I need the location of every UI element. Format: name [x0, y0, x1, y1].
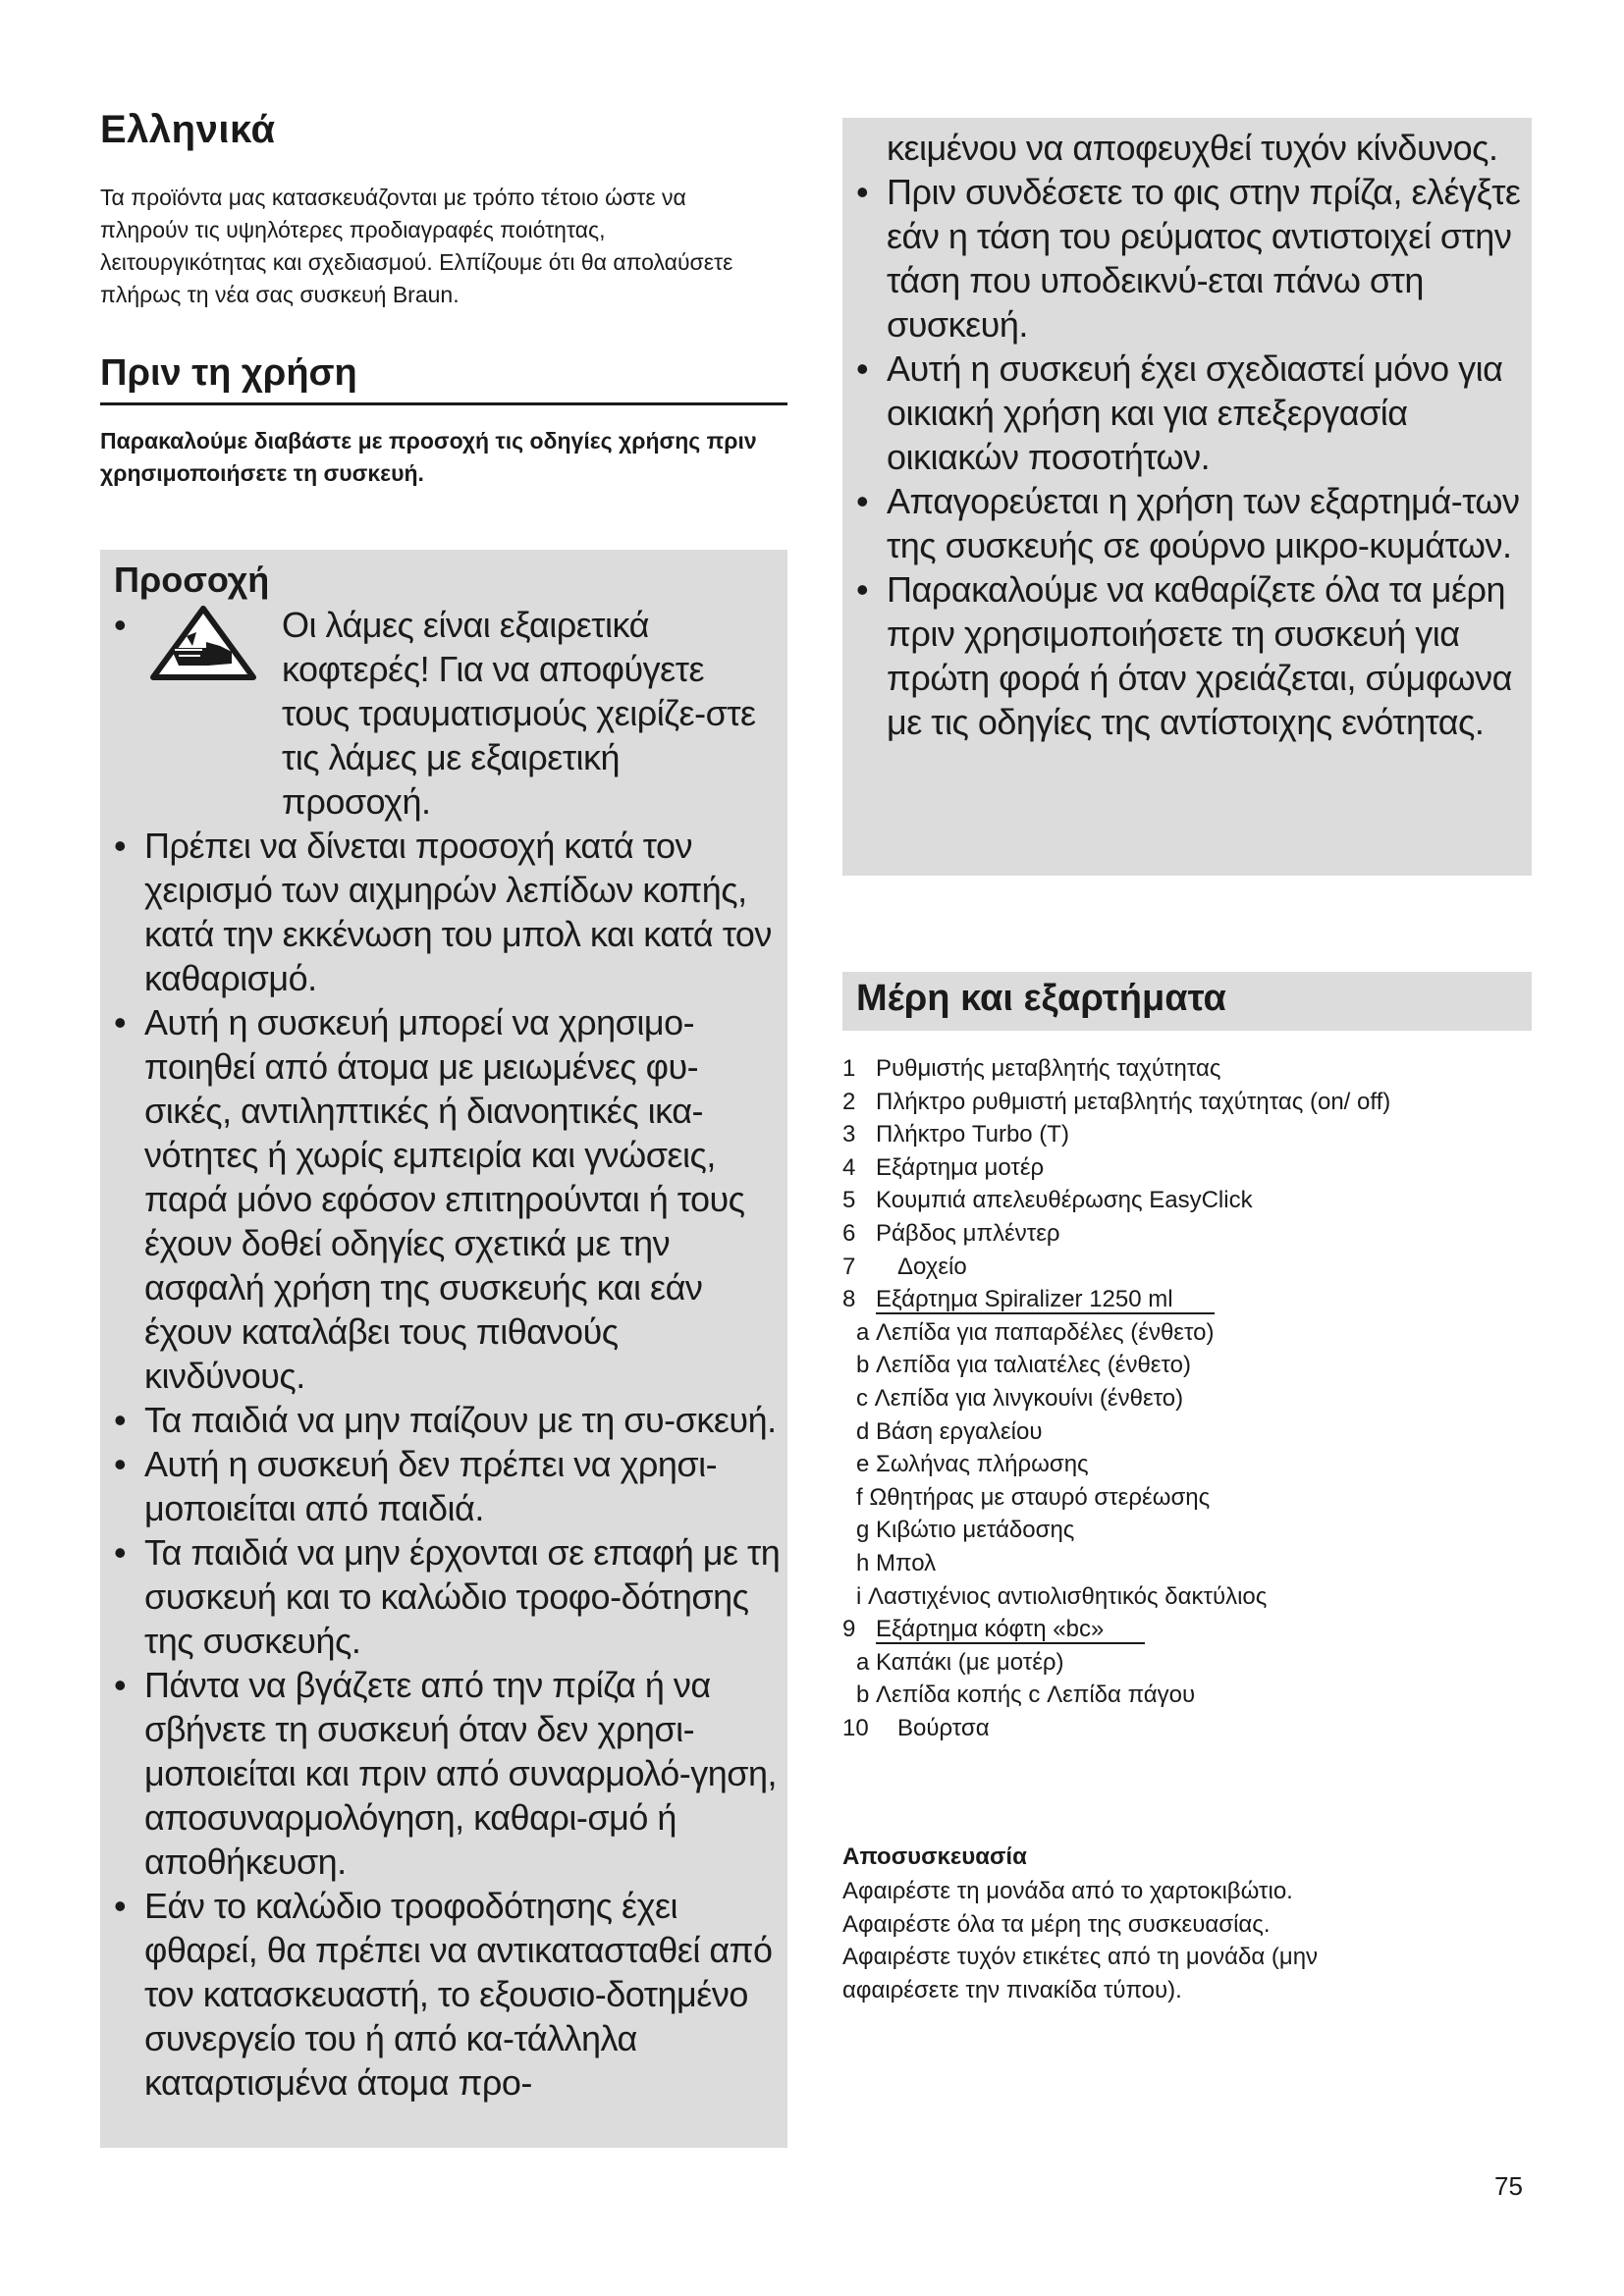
list-item: 8 Εξάρτημα Spiralizer 1250 ml — [842, 1283, 1530, 1316]
bullet-dot: • — [114, 1532, 127, 1573]
icon-warning-item — [114, 603, 782, 824]
warning-item: • Αυτή η συσκευή έχει σχεδιαστεί μόνο για οικιακή χρήση και για επεξεργασία οικιακών ποσοτήτων. — [856, 348, 1503, 477]
warning-list-left — [114, 603, 782, 2105]
warning-box-left — [100, 550, 787, 2148]
bullet-dot: • — [114, 1002, 127, 1042]
left-column — [100, 108, 787, 490]
list-item: i Λαστιχένιος αντιολισθητικός δακτύλιος — [856, 1582, 1268, 1610]
bullet-dot: • — [856, 172, 869, 212]
page-number: 75 — [1494, 2171, 1523, 2201]
list-item: 9 Εξάρτημα κόφτη «bc» — [842, 1613, 1530, 1646]
list-item: 6 Ράβδος μπλέντερ — [842, 1219, 1060, 1247]
warning-list-right — [856, 126, 1524, 744]
list-item: 10 Βούρτσα — [842, 1714, 990, 1741]
warning-item: • Εάν το καλώδιο τροφοδότησης έχει φθαρεί, θα πρέπει να αντικατασταθεί από τον κατασκευαστή, το εξουσιο-δοτημένο συνεργείο του ή από κα-τάλληλα καταρτισμένα άτομα προ- — [114, 1886, 773, 2103]
list-item: f Ωθητήρας με σταυρό στερέωσης — [856, 1483, 1211, 1511]
list-item: d Βάση εργαλείου — [856, 1417, 1043, 1445]
language-title: Ελληνικά — [100, 108, 276, 151]
bullet-dot: • — [114, 1665, 127, 1705]
blade-warning-text: Οι λάμες είναι εξαιρετικά κοφτερές! Για να αποφύγετε τους τραυματισμούς χειρίζε-στε τις λάμες με εξαιρετική προσοχή. — [282, 605, 756, 822]
list-item: 3 Πλήκτρο Turbo (T) — [842, 1121, 1069, 1148]
list-item: b Λεπίδα για ταλιατέλες (ένθετο) — [856, 1352, 1191, 1379]
list-item: 5 Κουμπιά απελευθέρωσης EasyClick — [842, 1187, 1253, 1214]
list-item: 2 Πλήκτρο ρυθμιστή μεταβλητής ταχύτητας (on/ off) — [842, 1088, 1391, 1115]
list-item: a Λεπίδα για παπαρδέλες (ένθετο) — [856, 1318, 1215, 1346]
list-item: b Λεπίδα κοπής c Λεπίδα πάγου — [856, 1682, 1196, 1709]
unpacking-text: Αφαιρέστε τη μονάδα από το χαρτοκιβώτιο. Αφαιρέστε όλα τα μέρη της συσκευασίας. Αφαιρέστε τυχόν ετικέτες από τη μονάδα (μην αφαιρέσετε την πινακίδα τύπου). — [842, 1878, 1319, 2003]
warning-box-right — [842, 118, 1532, 876]
warning-item: • Αυτή η συσκευή μπορεί να χρησιμο-ποιηθεί από άτομα με μειωμένες φυ-σικές, αντιληπτικές ή διανοητικές ικα-νότητες ή χωρίς εμπειρία και γνώσεις, παρά μόνο εφόσον επιτηρούνται ή τους έχουν δοθεί οδηγίες σχετικά με την ασφαλή χρήση της συσκευής και εάν έχουν καταλάβει τους πιθανούς κινδύνους. — [114, 1002, 745, 1396]
lead-instruction: Παρακαλούμε διαβάστε με προσοχή τις οδηγίες χρήσης πριν χρησιμοποιήσετε τη συσκευή. — [100, 428, 757, 486]
list-item: 4 Εξάρτημα μοτέρ — [842, 1153, 1045, 1181]
bullet-dot: • — [856, 569, 869, 610]
list-item: g Κιβώτιο μετάδοσης — [856, 1517, 1075, 1544]
bullet-dot: • — [114, 1886, 127, 1926]
warning-item: • Απαγορεύεται η χρήση των εξαρτημά-των της συσκευής σε φούρνο μικρο-κυμάτων. — [856, 481, 1520, 565]
warning-item: • Τα παιδιά να μην παίζουν με τη συ-σκευή. — [114, 1400, 777, 1440]
parts-list — [842, 1052, 1530, 1744]
list-item: a Καπάκι (με μοτέρ) — [856, 1648, 1064, 1676]
bullet-dot: • — [114, 1444, 127, 1484]
bullet-dot: • — [114, 605, 127, 645]
bullet-dot: • — [114, 826, 127, 866]
section-title-before-use: Πριν τη χρήση — [100, 352, 787, 405]
warning-item: • Τα παιδιά να μην έρχονται σε επαφή με τη συσκευή και το καλώδιο τροφο-δότησης της συσκευής. — [114, 1532, 781, 1661]
parts-section-header — [842, 972, 1532, 1031]
list-item: c Λεπίδα για λινγκουίνι (ένθετο) — [856, 1384, 1184, 1412]
bullet-dot: • — [114, 1400, 127, 1440]
warning-item: • Αυτή η συσκευή δεν πρέπει να χρησι-μοποιείται από παιδιά. — [114, 1444, 718, 1528]
warning-item: • Πάντα να βγάζετε από την πρίζα ή να σβήνετε τη συσκευή όταν δεν χρησι-μοποιείται και πριν από συναρμολό-γηση, αποσυναρμολόγηση, καθαρι-σμό ή αποθήκευση. — [114, 1665, 778, 1882]
parts-title: Μέρη και εξαρτήματα — [856, 978, 1226, 1019]
warning-continuation: κειμένου να αποφευχθεί τυχόν κίνδυνος. — [887, 128, 1498, 168]
warning-item: • Πρέπει να δίνεται προσοχή κατά τον χειρισμό των αιχμηρών λεπίδων κοπής, κατά την εκκένωση του μπολ και κατά τον καθαρισμό. — [114, 826, 772, 998]
list-item: 7 Δοχείο — [842, 1253, 967, 1280]
list-item: h Μπολ — [856, 1549, 937, 1576]
list-item: e Σωλήνας πλήρωσης — [856, 1451, 1089, 1478]
intro-paragraph: Τα προϊόντα μας κατασκευάζονται με τρόπο τέτοιο ώστε να πληρούν τις υψηλότερες προδιαγραφές ποιότητας, λειτουργικότητας και σχεδιασμού. Ελπίζουμε ότι θα απολαύσετε πλήρως τη νέα σας συσκευή Braun. — [100, 185, 733, 307]
bullet-dot: • — [856, 481, 869, 521]
bullet-dot: • — [856, 348, 869, 389]
unpacking-title: Αποσυσκευασία — [842, 1843, 1027, 1870]
warning-item: • Πριν συνδέσετε το φις στην πρίζα, ελέγξτε εάν η τάση του ρεύματος αντιστοιχεί στην τάση που υποδεικνύ-εται πάνω στη συσκευή. — [856, 172, 1521, 345]
warning-item: • Παρακαλούμε να καθαρίζετε όλα τα μέρη πριν χρησιμοποιήσετε τη συσκευή για πρώτη φορά ή όταν χρειάζεται, σύμφωνα με τις οδηγίες της αντίστοιχης ενότητας. — [856, 569, 1512, 742]
warning-title: Προσοχή — [114, 560, 270, 600]
sharp-blade-warning-icon — [149, 603, 257, 681]
list-item: 1 Ρυθμιστής μεταβλητής ταχύτητας — [842, 1055, 1221, 1082]
